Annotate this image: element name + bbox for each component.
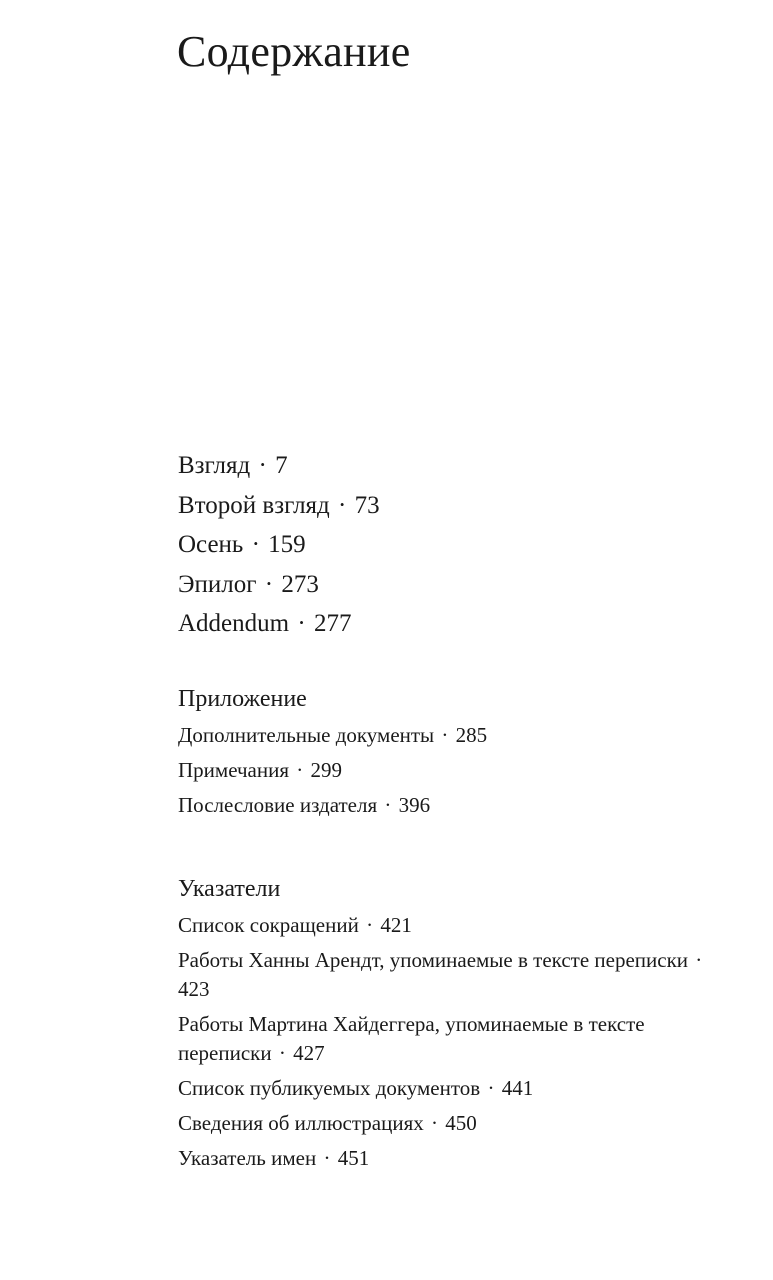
toc-separator: · (296, 758, 304, 782)
toc-entry[interactable] (178, 446, 738, 486)
toc-subentry[interactable] (178, 911, 738, 940)
toc-separator: · (695, 948, 703, 972)
toc-subentry-page: 396 (398, 793, 431, 817)
toc-subentry-label: Сведения об иллюстрациях (178, 1111, 424, 1135)
toc-separator: · (278, 1041, 286, 1065)
toc-subentry[interactable] (178, 791, 738, 820)
toc-entry[interactable] (178, 565, 738, 605)
page-title: Содержание (177, 27, 411, 76)
toc-entry-label: Взгляд (178, 452, 251, 479)
toc-subentry-label: Работы Мартина Хайдеггера, упоминаемые в тексте переписки (178, 1012, 645, 1065)
toc-subentry-page: 450 (445, 1111, 477, 1135)
toc-subentry-label: Работы Ханны Арендт, упоминаемые в тексте переписки (178, 948, 689, 972)
toc-subentry[interactable] (178, 946, 738, 1004)
indexes-heading: Указатели (178, 876, 281, 902)
toc-subentry-page: 299 (310, 758, 343, 782)
toc-separator: · (297, 610, 306, 637)
toc-entry-label: Осень (178, 531, 244, 558)
toc-entry-label: Второй взгляд (178, 491, 330, 519)
toc-subentry[interactable] (178, 1144, 738, 1173)
toc-subentry-page: 421 (380, 913, 412, 937)
toc-subentry-label: Дополнительные документы (178, 723, 435, 747)
toc-subentry-page: 451 (337, 1146, 370, 1170)
toc-subentry[interactable] (178, 1074, 738, 1103)
toc-subentry-page: 423 (178, 977, 210, 1001)
toc-subentry-label: Указатель имен (178, 1146, 317, 1170)
toc-separator: · (338, 491, 347, 519)
toc-separator: · (441, 723, 449, 747)
toc-entry[interactable] (178, 486, 738, 526)
toc-entry[interactable] (178, 525, 738, 565)
toc-subentry-label: Список публикуемых документов (178, 1076, 481, 1100)
toc-separator: · (264, 570, 274, 598)
toc-subentry[interactable] (178, 1010, 738, 1068)
toc-separator: · (366, 913, 374, 937)
toc-subentry-page: 441 (501, 1076, 534, 1100)
toc-subentry-label: Примечания (178, 758, 290, 782)
toc-subentry-page: 285 (455, 723, 488, 747)
toc-entry-page: 277 (313, 610, 352, 637)
toc-subentry[interactable] (178, 1109, 738, 1138)
toc-entry-page: 73 (354, 491, 380, 519)
toc-separator: · (323, 1146, 331, 1170)
toc-subentry[interactable] (178, 721, 738, 750)
main-contents-list (178, 446, 738, 644)
toc-entry-page: 7 (275, 452, 288, 479)
toc-subentry-label: Список сокращений (178, 913, 359, 937)
appendix-heading: Приложение (178, 686, 307, 712)
toc-entry-label: Эпилог (178, 570, 257, 598)
toc-separator: · (251, 531, 260, 558)
toc-subentry-label: Послесловие издателя (178, 793, 378, 817)
toc-separator: · (258, 452, 267, 479)
toc-separator: · (431, 1111, 439, 1135)
toc-entry-label: Addendum (178, 610, 290, 637)
toc-entry-page: 273 (281, 570, 319, 598)
toc-subentry[interactable] (178, 756, 738, 785)
toc-separator: · (384, 793, 392, 817)
toc-entry-page: 159 (268, 531, 306, 558)
indexes-section (178, 875, 738, 1173)
toc-entry[interactable] (178, 604, 738, 644)
toc-subentry-page: 427 (293, 1041, 325, 1065)
appendix-section (178, 685, 738, 820)
toc-separator: · (487, 1076, 495, 1100)
